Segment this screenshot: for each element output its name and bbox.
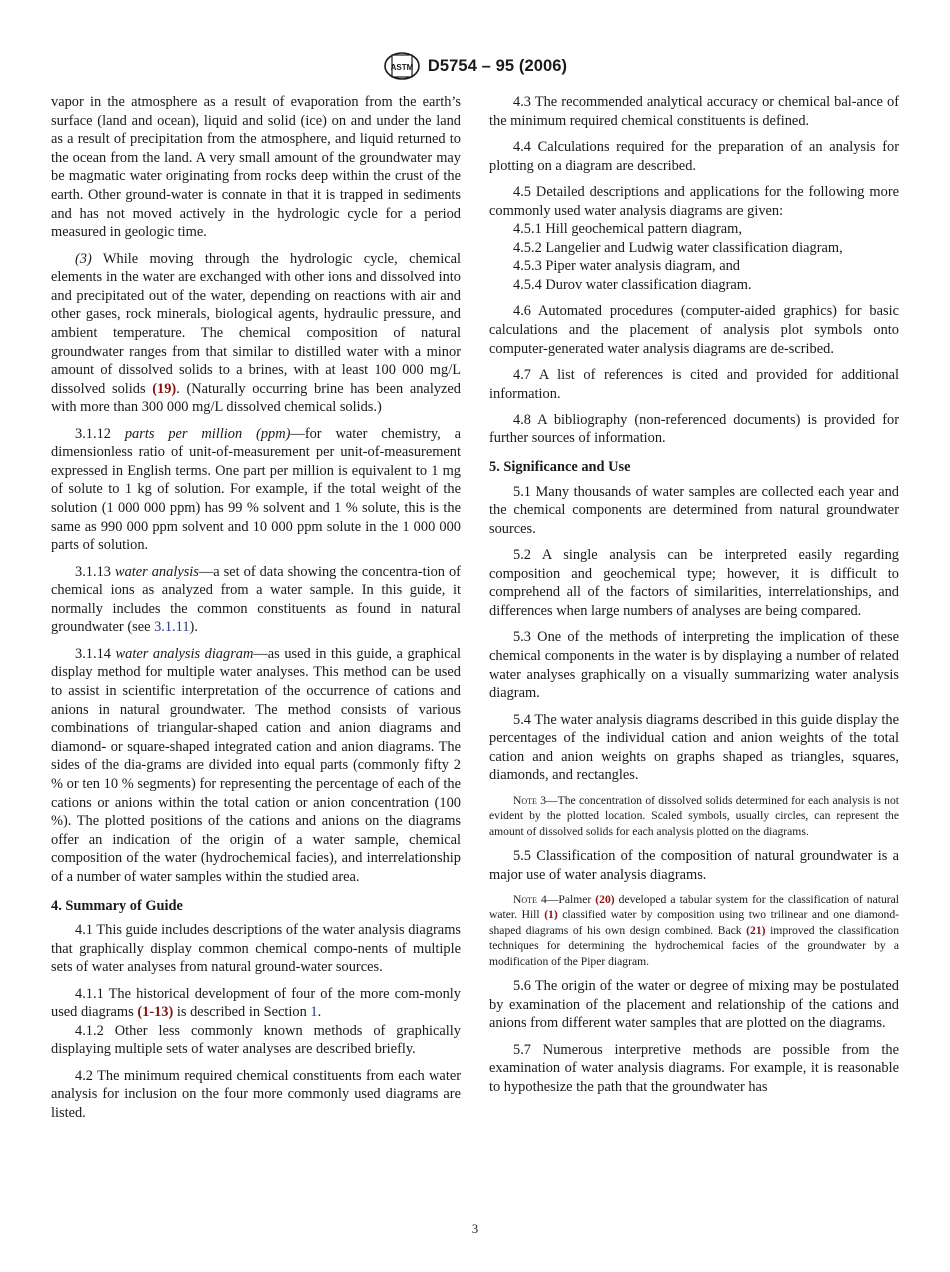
- defined-term: water analysis: [114, 563, 199, 580]
- logo-lettering: ASTM: [390, 63, 414, 72]
- standard-designation: D5754 – 95 (2006): [427, 56, 568, 75]
- paragraph-5-1: 5.1 Many thousands of water samples are collected each year and the chemical components are determined from natural groundwater sources.: [489, 483, 899, 537]
- paragraph-4-3: 4.3 The recommended analytical accuracy or chemical bal-ance of the minimum required chemical constituents is defined.: [489, 94, 899, 129]
- section-link[interactable]: 1: [310, 1004, 318, 1021]
- note-label: Note: [513, 892, 537, 906]
- paragraph-4-2: 4.2 The minimum required chemical constituents from each water analysis for inclusion on the four more commonly used diagrams are listed.: [51, 1067, 461, 1122]
- section-link[interactable]: 3.1.11: [154, 619, 190, 636]
- paragraph-5-4: 5.4 The water analysis diagrams described in this guide display the percentages of the individual cation and anion weights of the total cation and anion weights on graphs shaped as triangles, squares, diamonds, and rectangles.: [489, 711, 899, 784]
- left-column: [51, 93, 461, 1130]
- paragraph-4-7: 4.7 A list of references is cited and provided for additional information.: [489, 366, 899, 402]
- right-column: [489, 93, 899, 1104]
- list-item-4-5-4: 4.5.4 Durov water classification diagram.: [513, 276, 752, 293]
- paragraph-5-2: 5.2 A single analysis can be interpreted easily regarding composition and geochemical type; however, it is difficult to comprehend all of the factors of similarities, interrelationships, and differences when large numbers of analyses are being compared.: [489, 547, 899, 620]
- defined-term: parts per million (ppm): [124, 425, 291, 442]
- paragraph-3: (3) While moving through the hydrologic cycle, chemical elements in the water are exchanged with other ions and dissolved into and precipitated out of the water, depending on reactions with air and other gases, rock minerals, biological agents, hydraulic pressure, and ambient temperature. The chemical composition of natural groundwater ranges from that similar to distilled water with a minor amount of dissolved solids to a brines, with at least 100 000 mg/L dissolved solids (19). (Naturally occurring brine has been analyzed with more than 300 000 mg/L dissolved chemical solids.): [51, 250, 461, 416]
- definition-3-1-13: 3.1.13 water analysis—a set of data showing the concentra-tion of chemical ions as analyzed from a water sample. In this guide, it normally includes the common constituents as found in natural groundwater (see 3.1.11).: [51, 563, 461, 636]
- note-4: Note 4—Palmer (20) developed a tabular system for the classification of natural water. Hill (1) classified water by composition using two trilinear and one diamond-shaped diagrams of his own design combined. Back (21) improved the classification techniques for determining the hydrochemical facies of the groundwater by a modification of the Piper diagram.: [489, 892, 899, 968]
- note-label: Note: [513, 793, 537, 807]
- section-heading-4: 4. Summary of Guide: [51, 897, 183, 914]
- paragraph-5-7: 5.7 Numerous interpretive methods are possible from the examination of water analysis diagrams. For example, it is reasonable to hypothesize the path that the groundwater has: [489, 1041, 899, 1095]
- paragraph-5-3: 5.3 One of the methods of interpreting the implication of these chemical components in the water is by displaying a number of related water analyses graphically on a visually summarizing water analysis diagram.: [489, 629, 899, 702]
- list-item-4-5-2: 4.5.2 Langelier and Ludwig water classification diagram,: [513, 239, 843, 256]
- reference-link[interactable]: (1): [544, 908, 558, 922]
- definition-3-1-14: 3.1.14 water analysis diagram—as used in this guide, a graphical display method for multiple water analyses. This method can be used to assist in scientific interpretation of the occurrence of cations and anions in natural groundwater. The method consists of various combinations of triangular-shaped cation and anion diagrams and diamond- or square-shaped integrated cation and anion diagrams. The sides of the dia-grams are divided into equal parts (commonly fifty 2 % or ten 10 % segments) for representing the percentage of each of the cations or anions within the total cation or anion concentration (100 %). The plotted positions of the cations and anions on the diagrams offer an indication of the origin of a water sample, chemical composition of the water (hydrochemical facies), and interrelationship of a number of water samples within the studied area.: [51, 645, 462, 885]
- reference-link[interactable]: (20): [595, 892, 615, 906]
- paragraph-4-6: 4.6 Automated procedures (computer-aided graphics) for basic calculations and the placement of analysis plot symbols onto computer-generated water analysis diagrams are de-scribed.: [489, 303, 899, 357]
- paragraph-4-5: 4.5 Detailed descriptions and applications for the following more commonly used water analysis diagrams are given:: [489, 183, 899, 219]
- astm-logo-icon: [383, 51, 421, 81]
- definition-3-1-12: 3.1.12 parts per million (ppm)—for water chemistry, a dimensionless ratio of unit-of-measurement per unit-of-measurement expressed in English terms. One part per million is equivalent to 1 mg of solute to 1 kg of solution. For example, if the total weight of the solution (1 000 000 ppm) has 99 % solvent and 1 % solute, this is the same as 990 000 ppm solvent and 10 000 ppm solute in the 1 000 000 parts of solution.: [51, 425, 461, 554]
- paragraph-5-6: 5.6 The origin of the water or degree of mixing may be postulated by examination of the placement and relationship of the cations and anions from different water samples that are plotted on the diagrams.: [489, 978, 899, 1032]
- reference-link[interactable]: (21): [746, 923, 766, 937]
- paragraph-4-1-2: 4.1.2 Other less commonly known methods of graphically displaying multiple sets of water analyses are described briefly.: [51, 1022, 461, 1058]
- paragraph-4-1: 4.1 This guide includes descriptions of the water analysis diagrams that graphically display common chemical compo-nents of multiple sets of water analyses from natural ground-water sources.: [51, 922, 461, 976]
- page-header: [0, 51, 950, 81]
- paragraph-4-8: 4.8 A bibliography (non-referenced documents) is provided for further sources of information.: [489, 411, 899, 447]
- reference-link[interactable]: (19): [152, 380, 177, 397]
- reference-link[interactable]: (1-13): [137, 1004, 174, 1021]
- item-number: (3): [75, 250, 92, 267]
- paragraph-4-4: 4.4 Calculations required for the preparation of an analysis for plotting on a diagram are described.: [489, 138, 899, 174]
- list-item-4-5-3: 4.5.3 Piper water analysis diagram, and: [513, 258, 740, 275]
- defined-term: water analysis diagram: [115, 645, 254, 662]
- paragraph-continued: vapor in the atmosphere as a result of evaporation from the earth’s surface (land and ocean), liquid and solid (ice) on and under the land as a result of precipitation from the atmosphere, and liquid returned to the ocean from the land. A very small amount of the groundwater may be magmatic water originating from rocks deep within the crust of the earth. Other ground-water is connate in that it is trapped in sediments and has not moved actively in the hydrologic cycle for a period measured in geologic time.: [51, 94, 461, 241]
- note-3: Note 3—The concentration of dissolved solids determined for each analysis is not evident by the plotted location. Scaled symbols, usually circles, can represent the amount of dissolved solids for each analysis plotted on the diagrams.: [489, 793, 899, 838]
- section-heading-5: 5. Significance and Use: [489, 459, 631, 476]
- page-number: 3: [471, 1222, 479, 1236]
- paragraph-5-5: 5.5 Classification of the composition of natural groundwater is a major use of water analysis diagrams.: [489, 847, 899, 883]
- paragraph-4-1-1: 4.1.1 The historical development of four of the more com-monly used diagrams (1-13) is described in Section 1.: [51, 985, 461, 1021]
- list-item-4-5-1: 4.5.1 Hill geochemical pattern diagram,: [513, 221, 742, 238]
